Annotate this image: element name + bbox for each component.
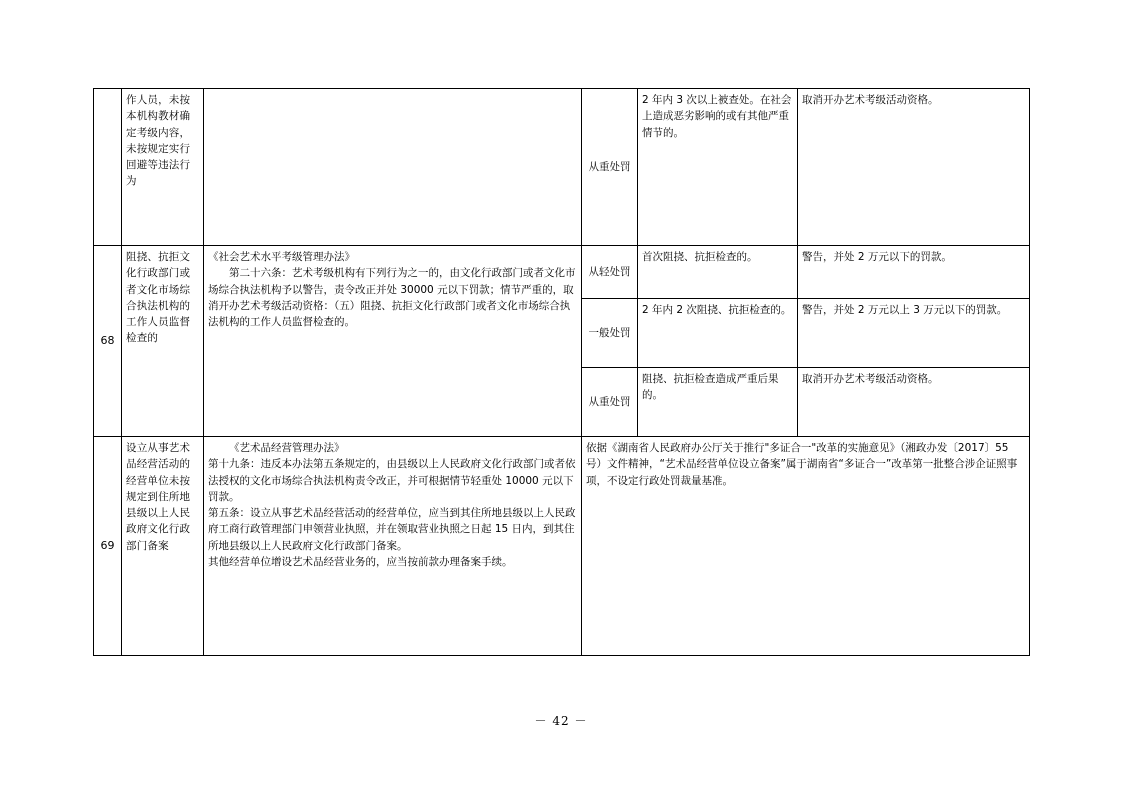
row-level-cell: 从轻处罚 <box>582 246 638 299</box>
row-number-cell: 69 <box>94 437 122 656</box>
row-basis-cell <box>204 89 582 246</box>
row-item-cell: 阻挠、抗拒文化行政部门或者文化市场综合执法机构的工作人员监督检查的 <box>122 246 204 437</box>
table-row <box>94 437 1030 656</box>
row-condition-cell: 2 年内 3 次以上被查处。在社会上造成恶劣影响的或有其他严重情节的。 <box>638 89 798 246</box>
row-item-cell: 设立从事艺术品经营活动的经营单位未按规定到住所地县级以上人民政府文化行政部门备案 <box>122 437 204 656</box>
table-row <box>94 89 1030 246</box>
page-number: － 42 － <box>534 714 588 728</box>
row-result-cell: 取消开办艺术考级活动资格。 <box>798 368 1030 437</box>
discretion-standard-table <box>93 88 1030 656</box>
row-result-cell: 取消开办艺术考级活动资格。 <box>798 89 1030 246</box>
row-basis-cell <box>204 437 582 656</box>
row-result-cell: 警告，并处 2 万元以上 3 万元以下的罚款。 <box>798 299 1030 368</box>
row-condition-cell: 首次阻挠、抗拒检查的。 <box>638 246 798 299</box>
row-level-cell: 一般处罚 <box>582 299 638 368</box>
row-condition-cell: 2 年内 2 次阻挠、抗拒检查的。 <box>638 299 798 368</box>
row-basis-cell <box>204 246 582 437</box>
row-level-cell: 从重处罚 <box>582 368 638 437</box>
basis-line: 其他经营单位增设艺术品经营业务的，应当按前款办理备案手续。 <box>208 555 513 568</box>
basis-line: 《社会艺术水平考级管理办法》 <box>208 251 355 263</box>
row-item-cell: 作人员，未按本机构教材确定考级内容，未按规定实行回避等违法行为 <box>122 89 204 246</box>
row-result-cell: 警告，并处 2 万元以下的罚款。 <box>798 246 1030 299</box>
table-row <box>94 246 1030 299</box>
basis-line: 《艺术品经营管理办法》 <box>229 442 345 454</box>
row-level-cell: 从重处罚 <box>582 89 638 246</box>
row-result-cell: 依据《湖南省人民政府办公厅关于推行"多证合一"改革的实施意见》（湘政办发〔2017〕55 号）文件精神，“艺术品经营单位设立备案”属于湖南省“多证合一”改革第一批整合涉企证照事项，不设定行政处罚裁量基准。 <box>582 437 1030 656</box>
basis-line: 第十九条：违反本办法第五条规定的，由县级以上人民政府文化行政部门或者依法授权的文化市场综合执法机构责令改正，并可根据情节轻重处 10000 元以下罚款。 <box>208 458 576 503</box>
row-number-cell: 68 <box>94 246 122 437</box>
row-condition-cell: 阻挠、抗拒检查造成严重后果的。 <box>638 368 798 437</box>
row-number-cell <box>94 89 122 246</box>
basis-line: 第五条：设立从事艺术品经营活动的经营单位，应当到其住所地县级以上人民政府工商行政管理部门申领营业执照，并在领取营业执照之日起 15 日内，到其住所地县级以上人民政府文化行政部门备案。 <box>208 507 576 552</box>
basis-line: 第二十六条：艺术考级机构有下列行为之一的，由文化行政部门或者文化市场综合执法机构予以警告，责令改正并处 30000 元以下罚款；情节严重的，取消开办艺术考级活动资格：（五）阻挠、抗拒文化行政部门或者文化市场综合执法机构的工作人员监督检查的。 <box>208 267 576 329</box>
